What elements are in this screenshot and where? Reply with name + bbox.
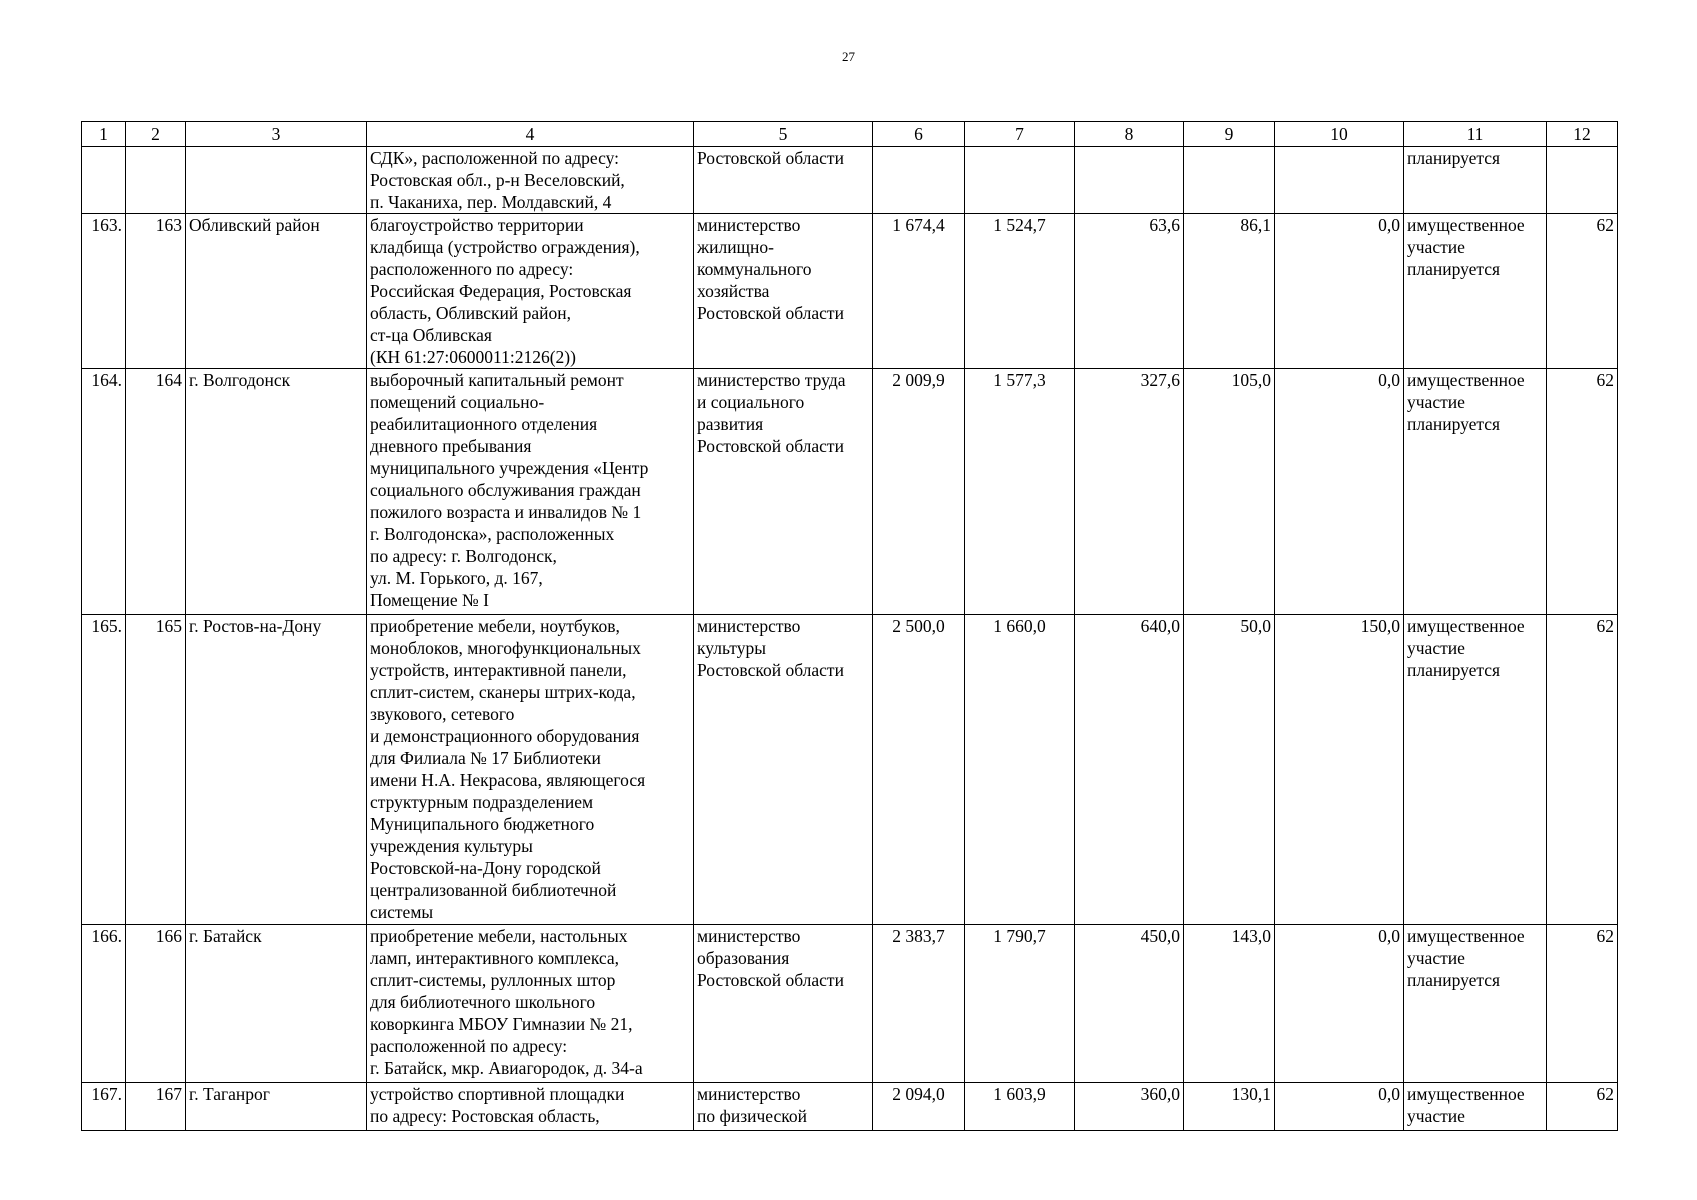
project-description: приобретение мебели, ноутбуков, моноблоков, многофункциональных устройств, интерактивной панели, сплит-систем, сканеры штрих-кода, звукового, сетевого и демонстрационного оборудования для Филиала № 17 Библиотеки имени Н.А. Некрасова, являющегося структурным подразделением Муниципального бюджетного учреждения культуры Ростовской-на-Дону городской централизованной библиотечной системы (367, 615, 694, 925)
participation-status: планируется (1404, 147, 1547, 214)
col12-value: 62 (1547, 925, 1618, 1083)
row-number: 165. (82, 615, 126, 925)
project-description: устройство спортивной площадки по адресу: Ростовская область, (367, 1083, 694, 1131)
row-code: 167 (126, 1083, 186, 1131)
amount-col7: 1 603,9 (965, 1083, 1075, 1131)
column-header: 2 (126, 122, 186, 147)
table-row (82, 615, 1618, 925)
amount-col8: 360,0 (1075, 1083, 1184, 1131)
amount-col8: 450,0 (1075, 925, 1184, 1083)
ministry: министерство жилищно- коммунального хозяйства Ростовской области (694, 214, 873, 369)
municipality: г. Таганрог (186, 1083, 367, 1131)
column-header: 3 (186, 122, 367, 147)
row-code: 164 (126, 369, 186, 615)
amount-col9: 143,0 (1184, 925, 1275, 1083)
row-number: 164. (82, 369, 126, 615)
amount-col8: 640,0 (1075, 615, 1184, 925)
row-code: 166 (126, 925, 186, 1083)
data-table (81, 121, 1618, 1131)
municipality: г. Ростов-на-Дону (186, 615, 367, 925)
column-header: 10 (1275, 122, 1404, 147)
row-number: 166. (82, 925, 126, 1083)
project-description: приобретение мебели, настольных ламп, интерактивного комплекса, сплит-системы, руллонных штор для библиотечного школьного коворкинга МБОУ Гимназии № 21, расположенной по адресу: г. Батайск, мкр. Авиагородок, д. 34-а (367, 925, 694, 1083)
amount-col7: 1 577,3 (965, 369, 1075, 615)
participation-status: имущественное участие планируется (1404, 925, 1547, 1083)
municipality (186, 147, 367, 214)
amount-col9 (1184, 147, 1275, 214)
participation-status: имущественное участие (1404, 1083, 1547, 1131)
amount-col7: 1 790,7 (965, 925, 1075, 1083)
amount-col10: 0,0 (1275, 214, 1404, 369)
table-row (82, 1083, 1618, 1131)
row-code: 163 (126, 214, 186, 369)
table-row (82, 214, 1618, 369)
amount-col9: 50,0 (1184, 615, 1275, 925)
amount-col7: 1 660,0 (965, 615, 1075, 925)
row-number: 163. (82, 214, 126, 369)
amount-total: 2 383,7 (873, 925, 965, 1083)
municipality: Обливский район (186, 214, 367, 369)
participation-status: имущественное участие планируется (1404, 615, 1547, 925)
amount-total: 2 009,9 (873, 369, 965, 615)
row-number (82, 147, 126, 214)
municipality: г. Батайск (186, 925, 367, 1083)
ministry: министерство труда и социального развития Ростовской области (694, 369, 873, 615)
column-header: 1 (82, 122, 126, 147)
amount-total: 2 094,0 (873, 1083, 965, 1131)
amount-col8: 327,6 (1075, 369, 1184, 615)
table-header-row (82, 122, 1618, 147)
col12-value (1547, 147, 1618, 214)
column-header: 4 (367, 122, 694, 147)
project-description: выборочный капитальный ремонт помещений социально- реабилитационного отделения дневного пребывания муниципального учреждения «Центр социального обслуживания граждан пожилого возраста и инвалидов № 1 г. Волгодонска», расположенных по адресу: г. Волгодонск, ул. М. Горького, д. 167, Помещение № I (367, 369, 694, 615)
column-header: 6 (873, 122, 965, 147)
column-header: 9 (1184, 122, 1275, 147)
column-header: 7 (965, 122, 1075, 147)
page-number: 27 (842, 49, 855, 64)
project-description: СДК», расположенной по адресу: Ростовская обл., р-н Веселовский, п. Чаканиха, пер. Молдавский, 4 (367, 147, 694, 214)
amount-col9: 130,1 (1184, 1083, 1275, 1131)
amount-col10: 0,0 (1275, 925, 1404, 1083)
col12-value: 62 (1547, 369, 1618, 615)
municipality: г. Волгодонск (186, 369, 367, 615)
table-row (82, 147, 1618, 214)
participation-status: имущественное участие планируется (1404, 214, 1547, 369)
row-number: 167. (82, 1083, 126, 1131)
col12-value: 62 (1547, 1083, 1618, 1131)
col12-value: 62 (1547, 615, 1618, 925)
amount-col10: 0,0 (1275, 369, 1404, 615)
project-description: благоустройство территории кладбища (устройство ограждения), расположенного по адресу: Российская Федерация, Ростовская область, Обливский район, ст-ца Обливская (КН 61:27:0600011:2126(2)) (367, 214, 694, 369)
ministry: министерство культуры Ростовской области (694, 615, 873, 925)
row-code: 165 (126, 615, 186, 925)
table-row (82, 369, 1618, 615)
amount-col10: 0,0 (1275, 1083, 1404, 1131)
ministry: Ростовской области (694, 147, 873, 214)
ministry: министерство образования Ростовской области (694, 925, 873, 1083)
col12-value: 62 (1547, 214, 1618, 369)
amount-col7 (965, 147, 1075, 214)
amount-col8 (1075, 147, 1184, 214)
column-header: 5 (694, 122, 873, 147)
amount-col8: 63,6 (1075, 214, 1184, 369)
amount-total: 1 674,4 (873, 214, 965, 369)
amount-col9: 105,0 (1184, 369, 1275, 615)
amount-total (873, 147, 965, 214)
column-header: 8 (1075, 122, 1184, 147)
amount-col10: 150,0 (1275, 615, 1404, 925)
amount-col10 (1275, 147, 1404, 214)
row-code (126, 147, 186, 214)
amount-col9: 86,1 (1184, 214, 1275, 369)
table-row (82, 925, 1618, 1083)
participation-status: имущественное участие планируется (1404, 369, 1547, 615)
column-header: 12 (1547, 122, 1618, 147)
amount-total: 2 500,0 (873, 615, 965, 925)
ministry: министерство по физической (694, 1083, 873, 1131)
amount-col7: 1 524,7 (965, 214, 1075, 369)
column-header: 11 (1404, 122, 1547, 147)
